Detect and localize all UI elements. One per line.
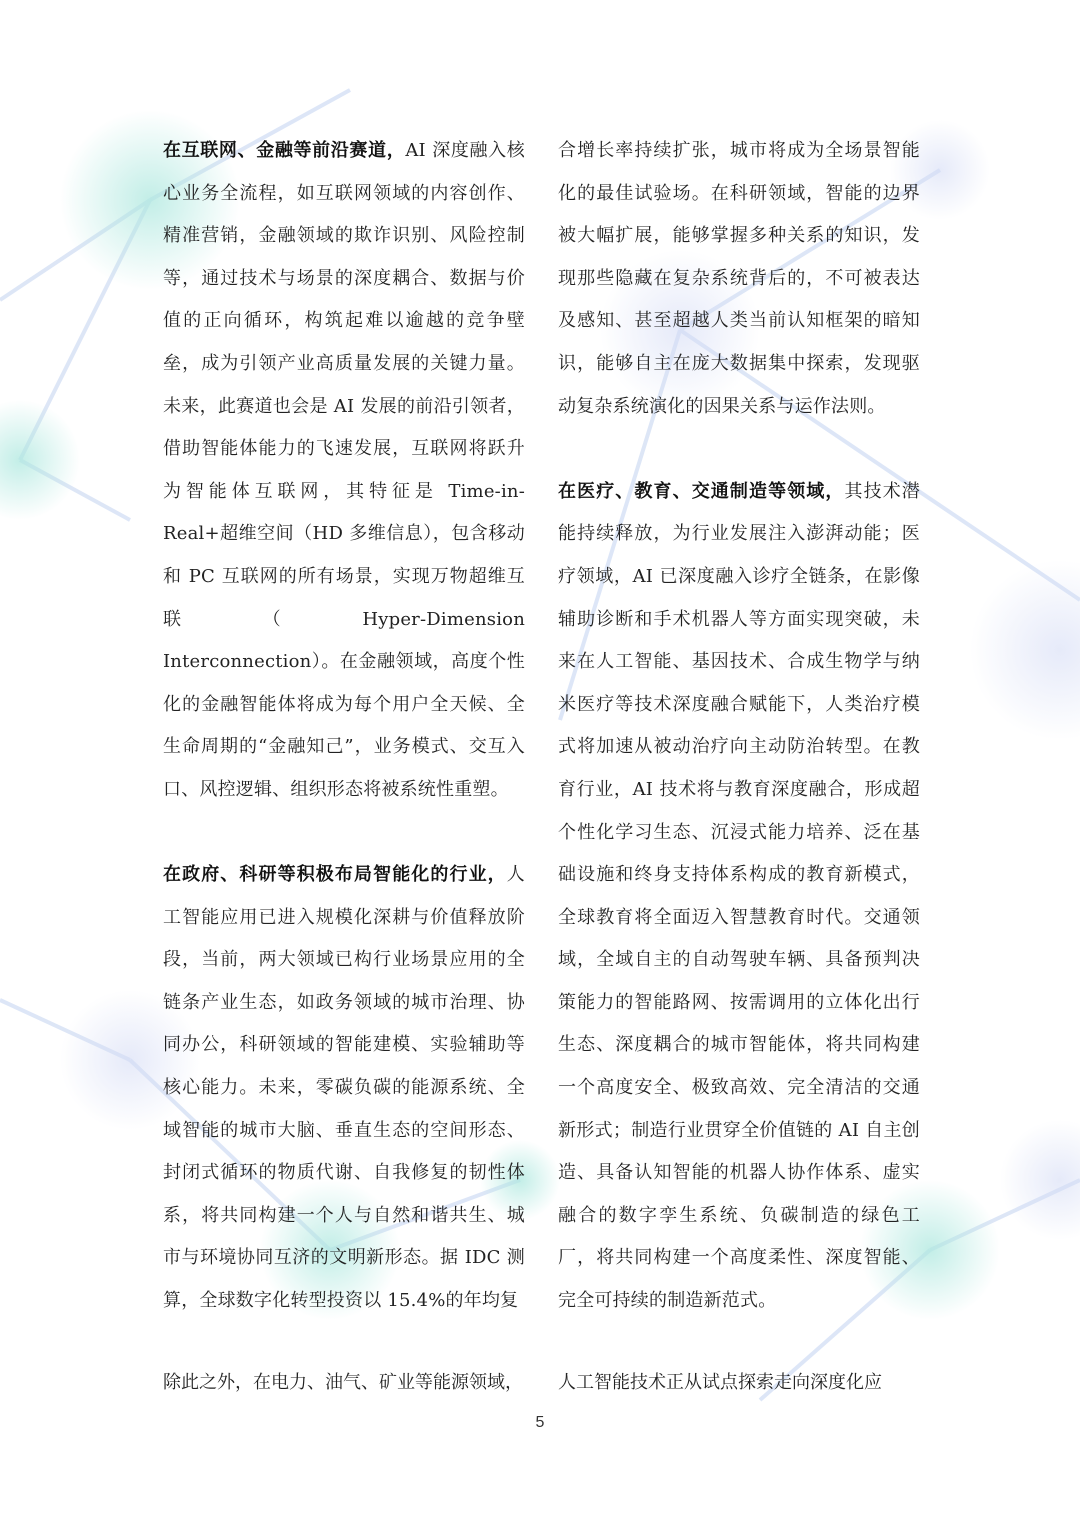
paragraph-lead: 在医疗、教育、交通制造等领域，	[558, 480, 845, 502]
paragraph-body: AI 深度融入核心业务全流程，如互联网领域的内容创作、精准营销，金融领域的欺诈识别、风险控制等，通过技术与场景的深度耦合、数据与价值的正向循环，构筑起难以逾越的竞争壁垒，成为引领产业高质量发展的关键力量。未来，此赛道也会是 AI 发展的前沿引领者，借助智能体能力的飞速发展，互联网将跃升为智能体互联网，其特征是 Time-in-Real+超维空间（HD 多维信息），包含移动和 PC 互联网的所有场景，实现万物超维互联（Hyper-Dimension Interconnection）。在金融领域，高度个性化的金融智能体将成为每个用户全天候、全生命周期的“金融知己”，业务模式、交互入口、风控逻辑、组织形态将被系统性重塑。	[163, 140, 525, 800]
paragraph-body: 其技术潜能持续释放，为行业发展注入澎湃动能；医疗领域，AI 已深度融入诊疗全链条，在影像辅助诊断和手术机器人等方面实现突破，未来在人工智能、基因技术、合成生物学与纳米医疗等技术深度融合赋能下，人类治疗模式将加速从被动治疗向主动防治转型。在教育行业，AI 技术将与教育深度融合，形成超个性化学习生态、沉浸式能力培养、泛在基础设施和终身支持体系构成的教育新模式，全球教育将全面迈入智慧教育时代。交通领域，全域自主的自动驾驶车辆、具备预判决策能力的智能路网、按需调用的立体化出行生态、深度耦合的城市智能体，将共同构建一个高度安全、极致高效、完全清洁的交通新形式；制造行业贯穿全价值链的 AI 自主创造、具备认知智能的机器人协作体系、虚实融合的数字孪生系统、负碳制造的绿色工厂，将共同构建一个高度柔性、深度智能、完全可持续的制造新范式。	[558, 480, 920, 1312]
paragraph-medical-education-transport	[558, 471, 920, 1323]
paragraph-ai-deepening-start: 人工智能技术正从试点探索走向深度化应	[558, 1372, 882, 1393]
paragraph-body: 合增长率持续扩张，城市将成为全场景智能化的最佳试验场。在科研领域，智能的边界被大幅扩展，能够掌握多种关系的知识，发现那些隐藏在复杂系统背后的，不可被表达及感知、甚至超越人类当前认知框架的暗知识，能够自主在庞大数据集中探索，发现驱动复杂系统演化的因果关系与运作法则。	[558, 140, 920, 417]
left-column	[163, 130, 525, 1323]
paragraph-energy-start: 除此之外，在电力、油气、矿业等能源领域，	[163, 1372, 523, 1393]
right-column	[558, 130, 920, 1323]
paragraph-research-continued	[558, 130, 920, 428]
paragraph-lead: 在互联网、金融等前沿赛道，	[163, 140, 406, 161]
paragraph-lead: 在政府、科研等积极布局智能化的行业，	[163, 864, 507, 886]
paragraph-body: 人工智能应用已进入规模化深耕与价值释放阶段，当前，两大领域已构行业场景应用的全链条产业生态，如政务领域的城市治理、协同办公，科研领域的智能建模、实验辅助等核心能力。未来，零碳负碳的能源系统、全域智能的城市大脑、垂直生态的空间形态、封闭式循环的物质代谢、自我修复的韧性体系，将共同构建一个人与自然和谐共生、城市与环境协同互济的文明新形态。据 IDC 测算，全球数字化转型投资以 15.4%的年均复	[163, 864, 525, 1312]
page-number: 5	[535, 1414, 545, 1431]
paragraph-government-research	[163, 854, 525, 1323]
paragraph-internet-finance	[163, 130, 525, 812]
